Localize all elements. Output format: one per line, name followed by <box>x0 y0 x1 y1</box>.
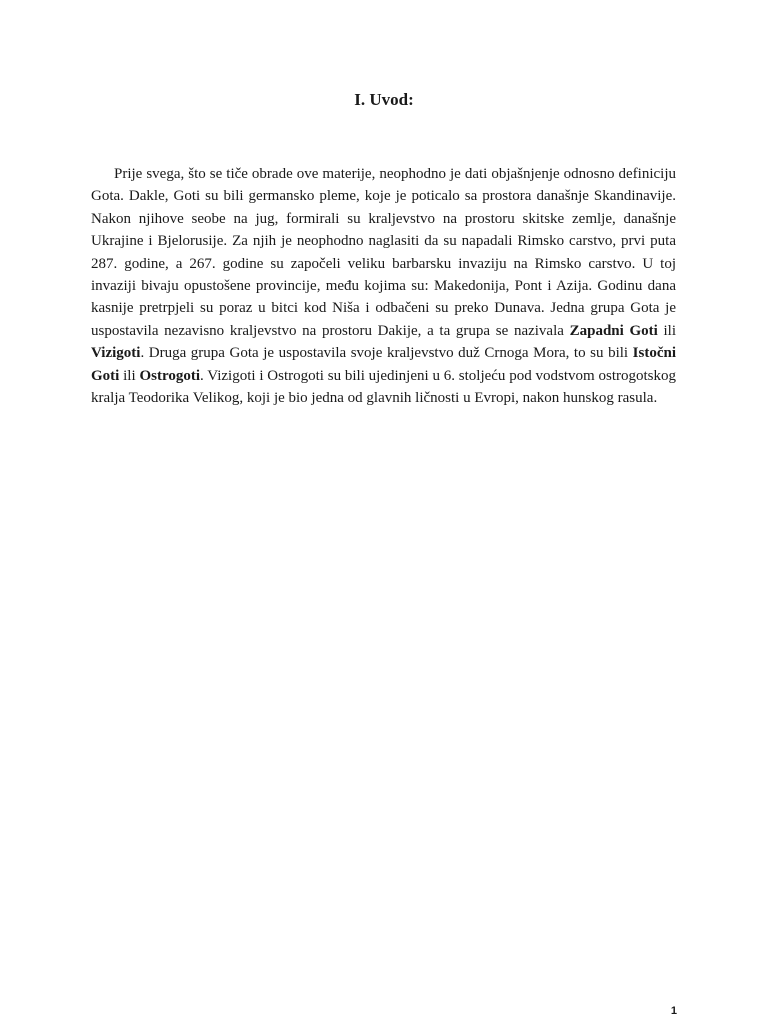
paragraph-text-5: . Vizigoti i Ostrogoti su bili ujedinjeni u 6. stoljeću pod vodstvom ostrogotskog kralja Teodorika Velikog, koji je bio jedna od glavnih ličnosti u Evropi, nakon hunskog rasula. <box>91 367 676 407</box>
paragraph-text-3: . Druga grupa Gota je uspostavila svoje kraljevstvo duž Crnoga Mora, to su bili <box>140 345 633 362</box>
term-ostrogoti: Ostrogoti <box>139 367 200 384</box>
paragraph-text-2: ili <box>657 322 676 339</box>
term-vizigoti: Vizigoti <box>91 345 141 362</box>
paragraph-text-4: ili <box>119 367 140 384</box>
page-number: 1 <box>670 1005 677 1017</box>
intro-paragraph <box>91 163 676 409</box>
paragraph-text-1: Prije svega, što se tiče obrade ove materije, neophodno je dati objašnjenje odnosno definiciju Gota. Dakle, Goti su bili germansko pleme, koje je poticalo sa prostora današnje Skandinavije. Nakon njihove seobe na jug, formirali su kraljevstvo na prostoru skitske zemlje, današnje Ukrajine i Bjelorusije. Za njih je neophodno naglasiti da su napadali Rimsko carstvo, prvi puta 287. godine, a 267. godine su započeli veliku barbarsku invaziju na Rimsko carstvo. U toj invaziji bivaju opustošene provincije, među kojima su: Makedonija, Pont i Azija. Godinu dana kasnije pretrpjeli su poraz u bitci kod Niša i odbačeni su preko Dunava. Jedna grupa Gota je uspostavila nezavisno kraljevstvo na prostoru Dakije, a ta grupa se nazivala <box>91 166 676 339</box>
term-zapadni-goti: Zapadni Goti <box>569 322 658 339</box>
term-istocni-goti: Istočni Goti <box>91 345 676 384</box>
section-heading: I. Uvod: <box>354 90 414 109</box>
